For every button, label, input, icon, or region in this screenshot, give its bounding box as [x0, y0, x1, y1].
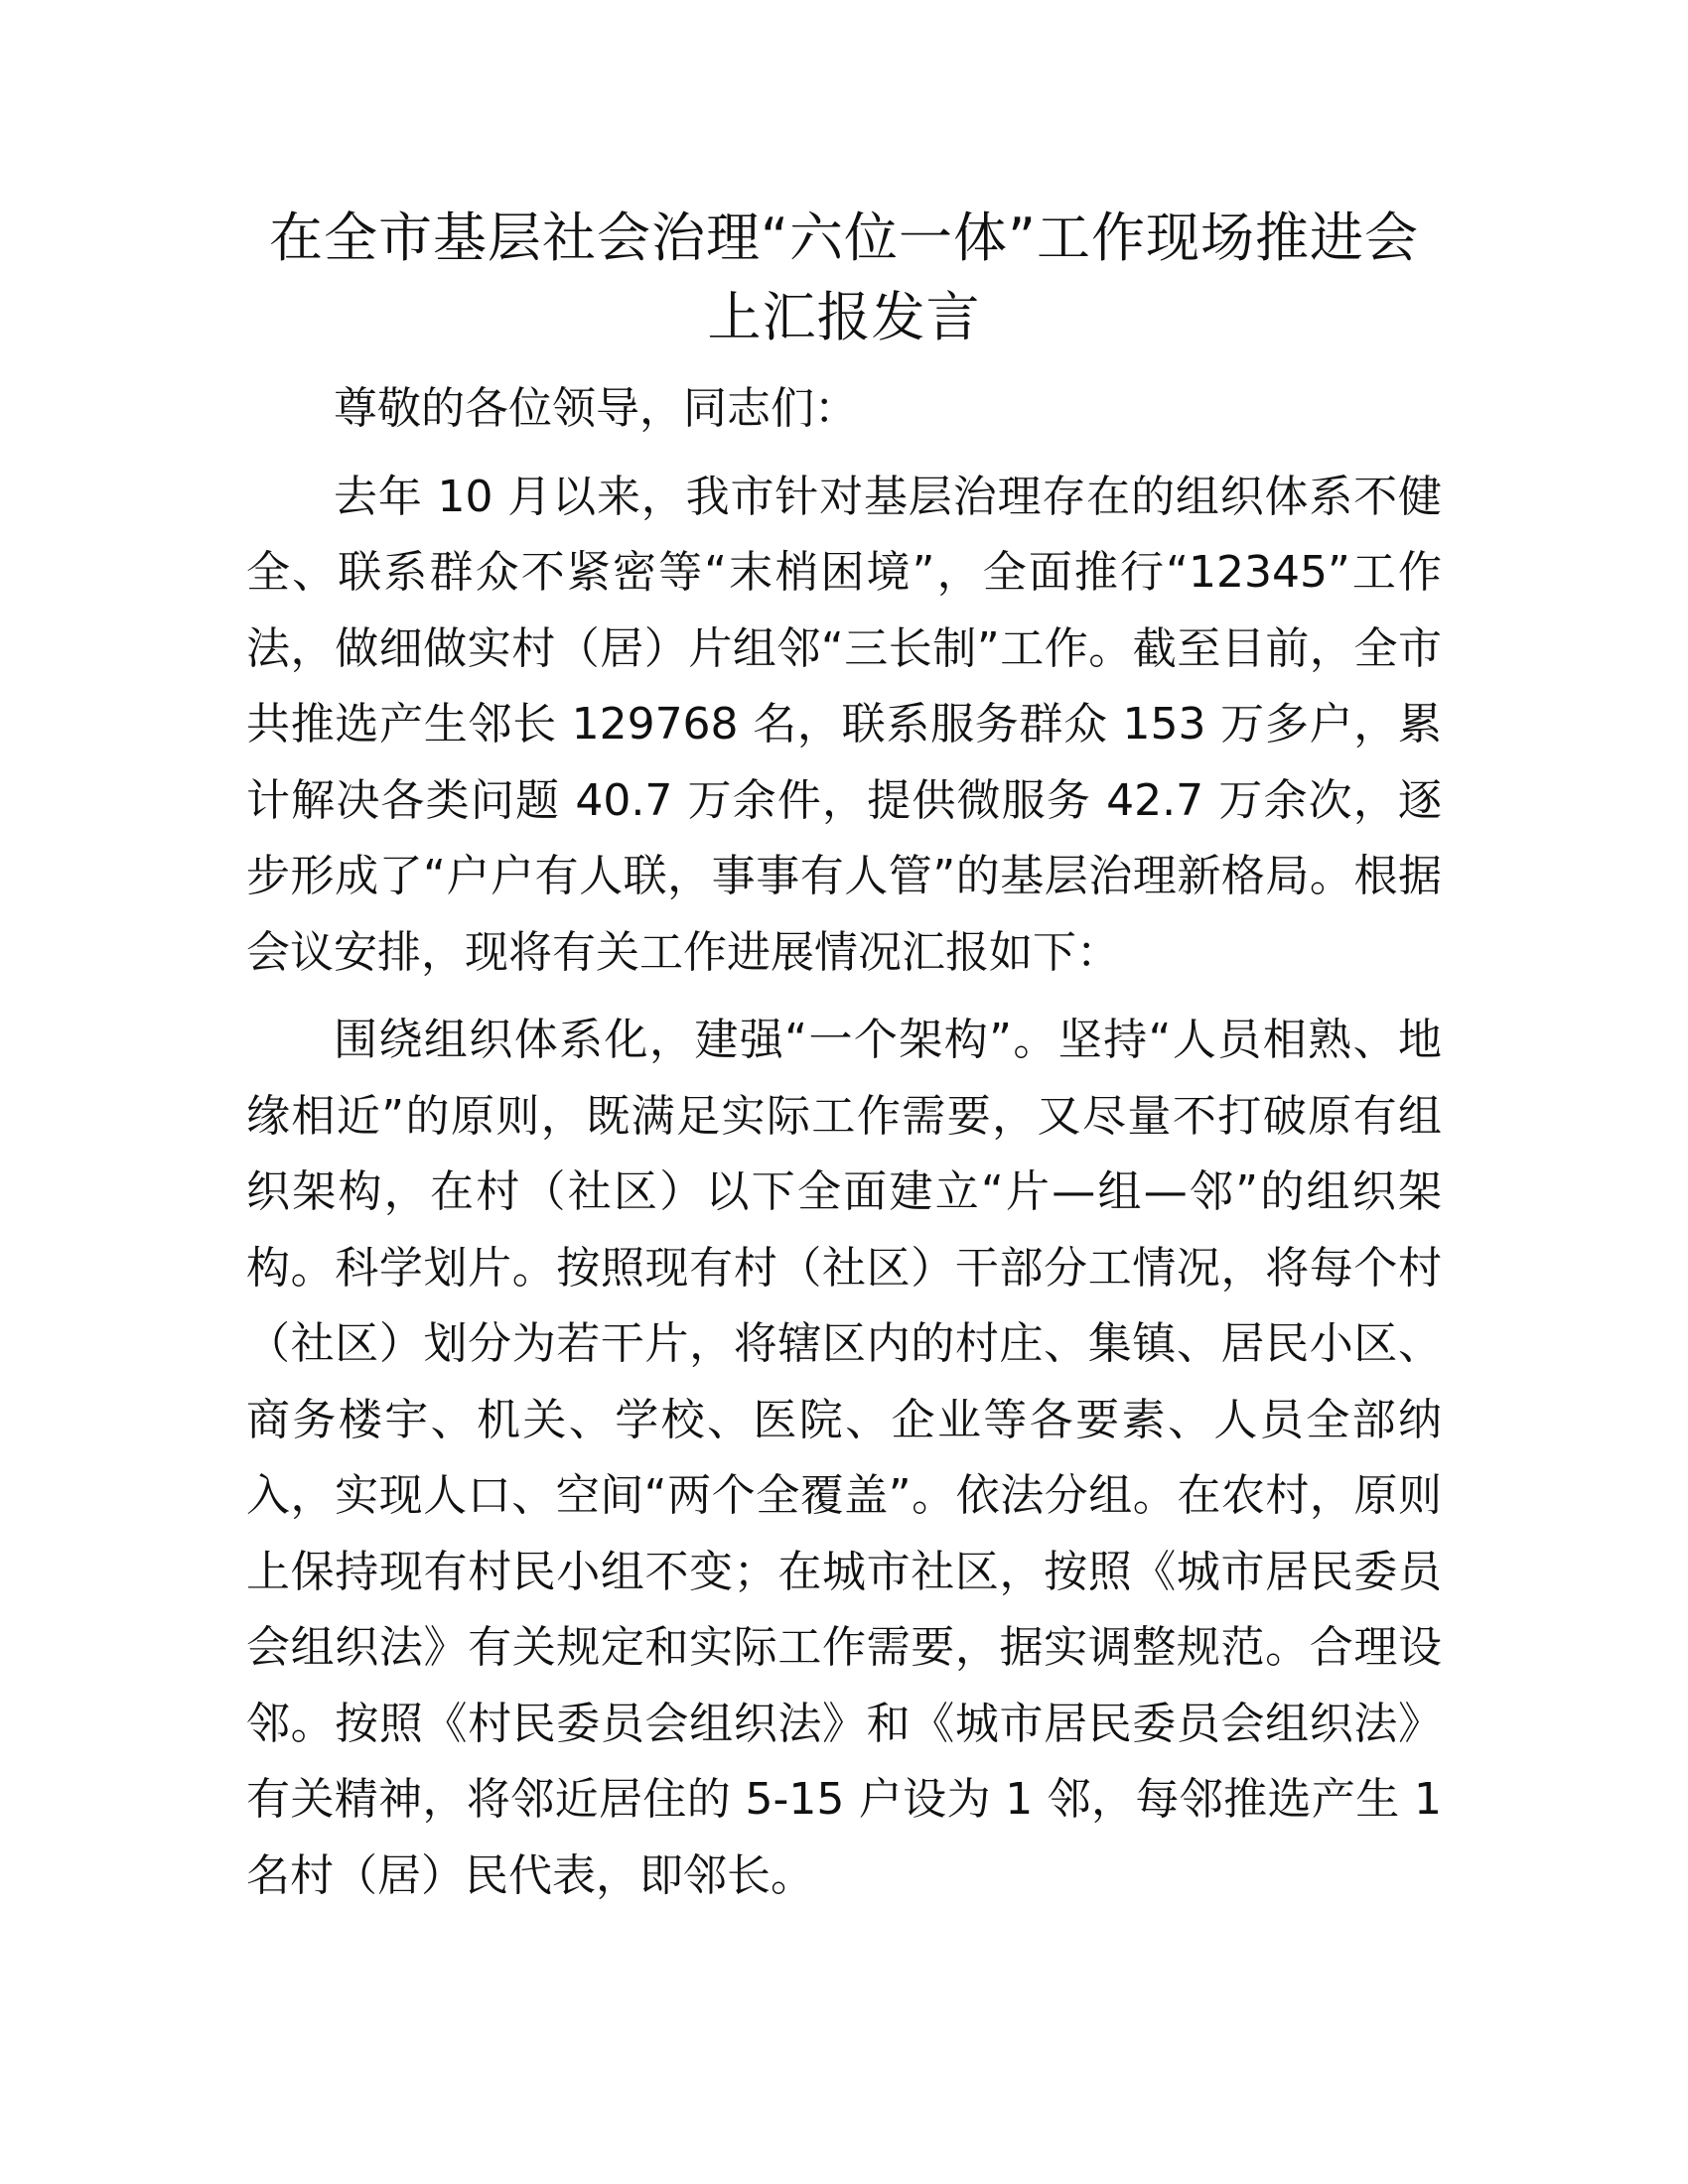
document-title: 在全市基层社会治理“六位一体”工作现场推进会上汇报发言 [269, 206, 1419, 348]
paragraph-organization: 围绕组织体系化，建强“一个架构”。坚持“人员相熟、地缘相近”的原则，既满足实际工作需要，又尽量不打破原有组织架构，在村（社区）以下全面建立“片—组—邻”的组织架构。科学划片。按照现有村（社区）干部分工情况，将每个村（社区）划分为若干片，将辖区内的村庄、集镇、居民小区、商务楼宇、机关、学校、医院、企业等各要素、人员全部纳入，实现人口、空间“两个全覆盖”。依法分组。在农村，原则上保持现有村民小组不变；在城市社区，按照《城市居民委员会组织法》有关规定和实际工作需要，据实调整规范。合理设邻。按照《村民委员会组织法》和《城市居民委员会组织法》有关精神，将邻近居住的 5-15 户设为 1 邻，每邻推选产生 1 名村（居）民代表，即邻长。 [246, 1015, 1442, 1901]
document-page [246, 199, 1442, 1926]
salutation: 尊敬的各位领导，同志们： [334, 383, 858, 434]
paragraph-intro: 去年 10 月以来，我市针对基层治理存在的组织体系不健全、联系群众不紧密等“末梢困境”，全面推行“12345”工作法，做细做实村（居）片组邻“三长制”工作。截至目前，全市共推选产生邻长 129768 名，联系服务群众 153 万多户，累计解决各类问题 40.7 万余件，提供微服务 42.7 万余次，逐步形成了“户户有人联，事事有人管”的基层治理新格局。根据会议安排，现将有关工作进展情况汇报如下： [246, 471, 1442, 978]
